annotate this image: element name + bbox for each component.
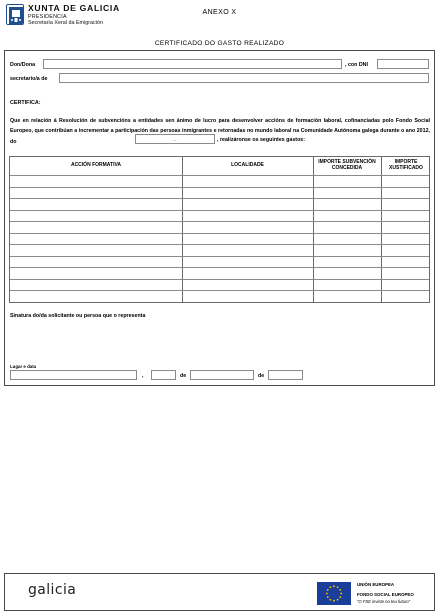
table-row[interactable]: [10, 244, 429, 245]
table-row[interactable]: [10, 279, 429, 280]
eu-star-icon: [327, 596, 329, 598]
table-row[interactable]: [10, 175, 429, 176]
entity-field[interactable]: [59, 73, 429, 83]
certify-text-part-1: Que en relación á Resolución de subvencións a entidades sen ánimo de lucro para desenvolver accións de formación laboral, cofinanciadas polo Fondo Social Europeo, que contribúan a incrementar a participación das persoas inmigrantes e retornadas no mundo laboral na Comunidade Autónoma galega durante o ano 2012, do: [10, 118, 430, 145]
name-field[interactable]: [43, 59, 342, 69]
eu-star-icon: [340, 593, 342, 595]
table-row[interactable]: [10, 267, 429, 268]
eu-star-icon: [330, 599, 332, 601]
month-field[interactable]: [190, 370, 254, 380]
column-divider: [182, 157, 183, 302]
eu-star-icon: [327, 589, 329, 591]
eu-union-label: UNIÓN EUROPEA: [357, 582, 395, 587]
table-row[interactable]: [10, 210, 429, 211]
comma-separator: ,: [142, 373, 144, 379]
table-row[interactable]: [10, 233, 429, 234]
resolution-date-field[interactable]: _: [135, 134, 215, 144]
dni-label: , con DNI: [345, 62, 368, 68]
org-name: XUNTA DE GALICIA: [28, 3, 120, 13]
eu-star-icon: [339, 589, 341, 591]
eu-flag-icon: [317, 582, 351, 605]
certifica-label: CERTIFICA:: [10, 100, 41, 106]
column-divider: [381, 157, 382, 302]
eu-star-icon: [337, 586, 339, 588]
don-label: Don/Dona: [10, 62, 36, 68]
eu-star-icon: [339, 596, 341, 598]
year-field[interactable]: [268, 370, 303, 380]
org-department: PRESIDENCIA: [28, 14, 67, 20]
eu-motto: “O FSE inviste no teu futuro”: [357, 599, 411, 604]
day-field[interactable]: [151, 370, 176, 380]
table-row[interactable]: [10, 290, 429, 291]
eu-star-icon: [330, 586, 332, 588]
table-row[interactable]: [10, 198, 429, 199]
certify-text-part-2: , realizáronse os seguintes gastos:: [217, 137, 306, 143]
de-label-year: de: [258, 373, 265, 379]
page-title: CERTIFICADO DO GASTO REALIZADO: [154, 40, 285, 47]
annex-label: ANEXO X: [202, 9, 237, 16]
header-localidade: LOCALIDADE: [231, 162, 264, 169]
signature-label: Sinatura do/da solicitante ou persoa que o representa: [10, 313, 146, 319]
de-label-month: de: [180, 373, 187, 379]
eu-star-icon: [333, 600, 335, 602]
eu-star-icon: [337, 599, 339, 601]
table-row[interactable]: [10, 187, 429, 188]
header-accion-formativa: ACCIÓN FORMATIVA: [70, 162, 122, 169]
table-row[interactable]: [10, 221, 429, 222]
eu-fund-label: FONDO SOCIAL EUROPEO: [357, 592, 414, 597]
org-subdepartment: Secretaría Xeral da Emigración: [28, 20, 103, 26]
eu-star-icon: [326, 593, 328, 595]
column-divider: [313, 157, 314, 302]
header-importe-xustificado: IMPORTE XUSTIFICADO: [389, 159, 423, 171]
place-field[interactable]: [10, 370, 137, 380]
galicia-logo: galicia: [28, 582, 77, 598]
costs-table: [9, 156, 430, 303]
dni-field[interactable]: [377, 59, 429, 69]
header-importe-subvencion: IMPORTE SUBVENCIÓN CONCEDIDA: [318, 159, 376, 171]
secretario-label: secretario/a de: [10, 76, 48, 82]
place-date-label: Lugar e data: [10, 364, 37, 369]
eu-star-icon: [333, 585, 335, 587]
table-row[interactable]: [10, 256, 429, 257]
